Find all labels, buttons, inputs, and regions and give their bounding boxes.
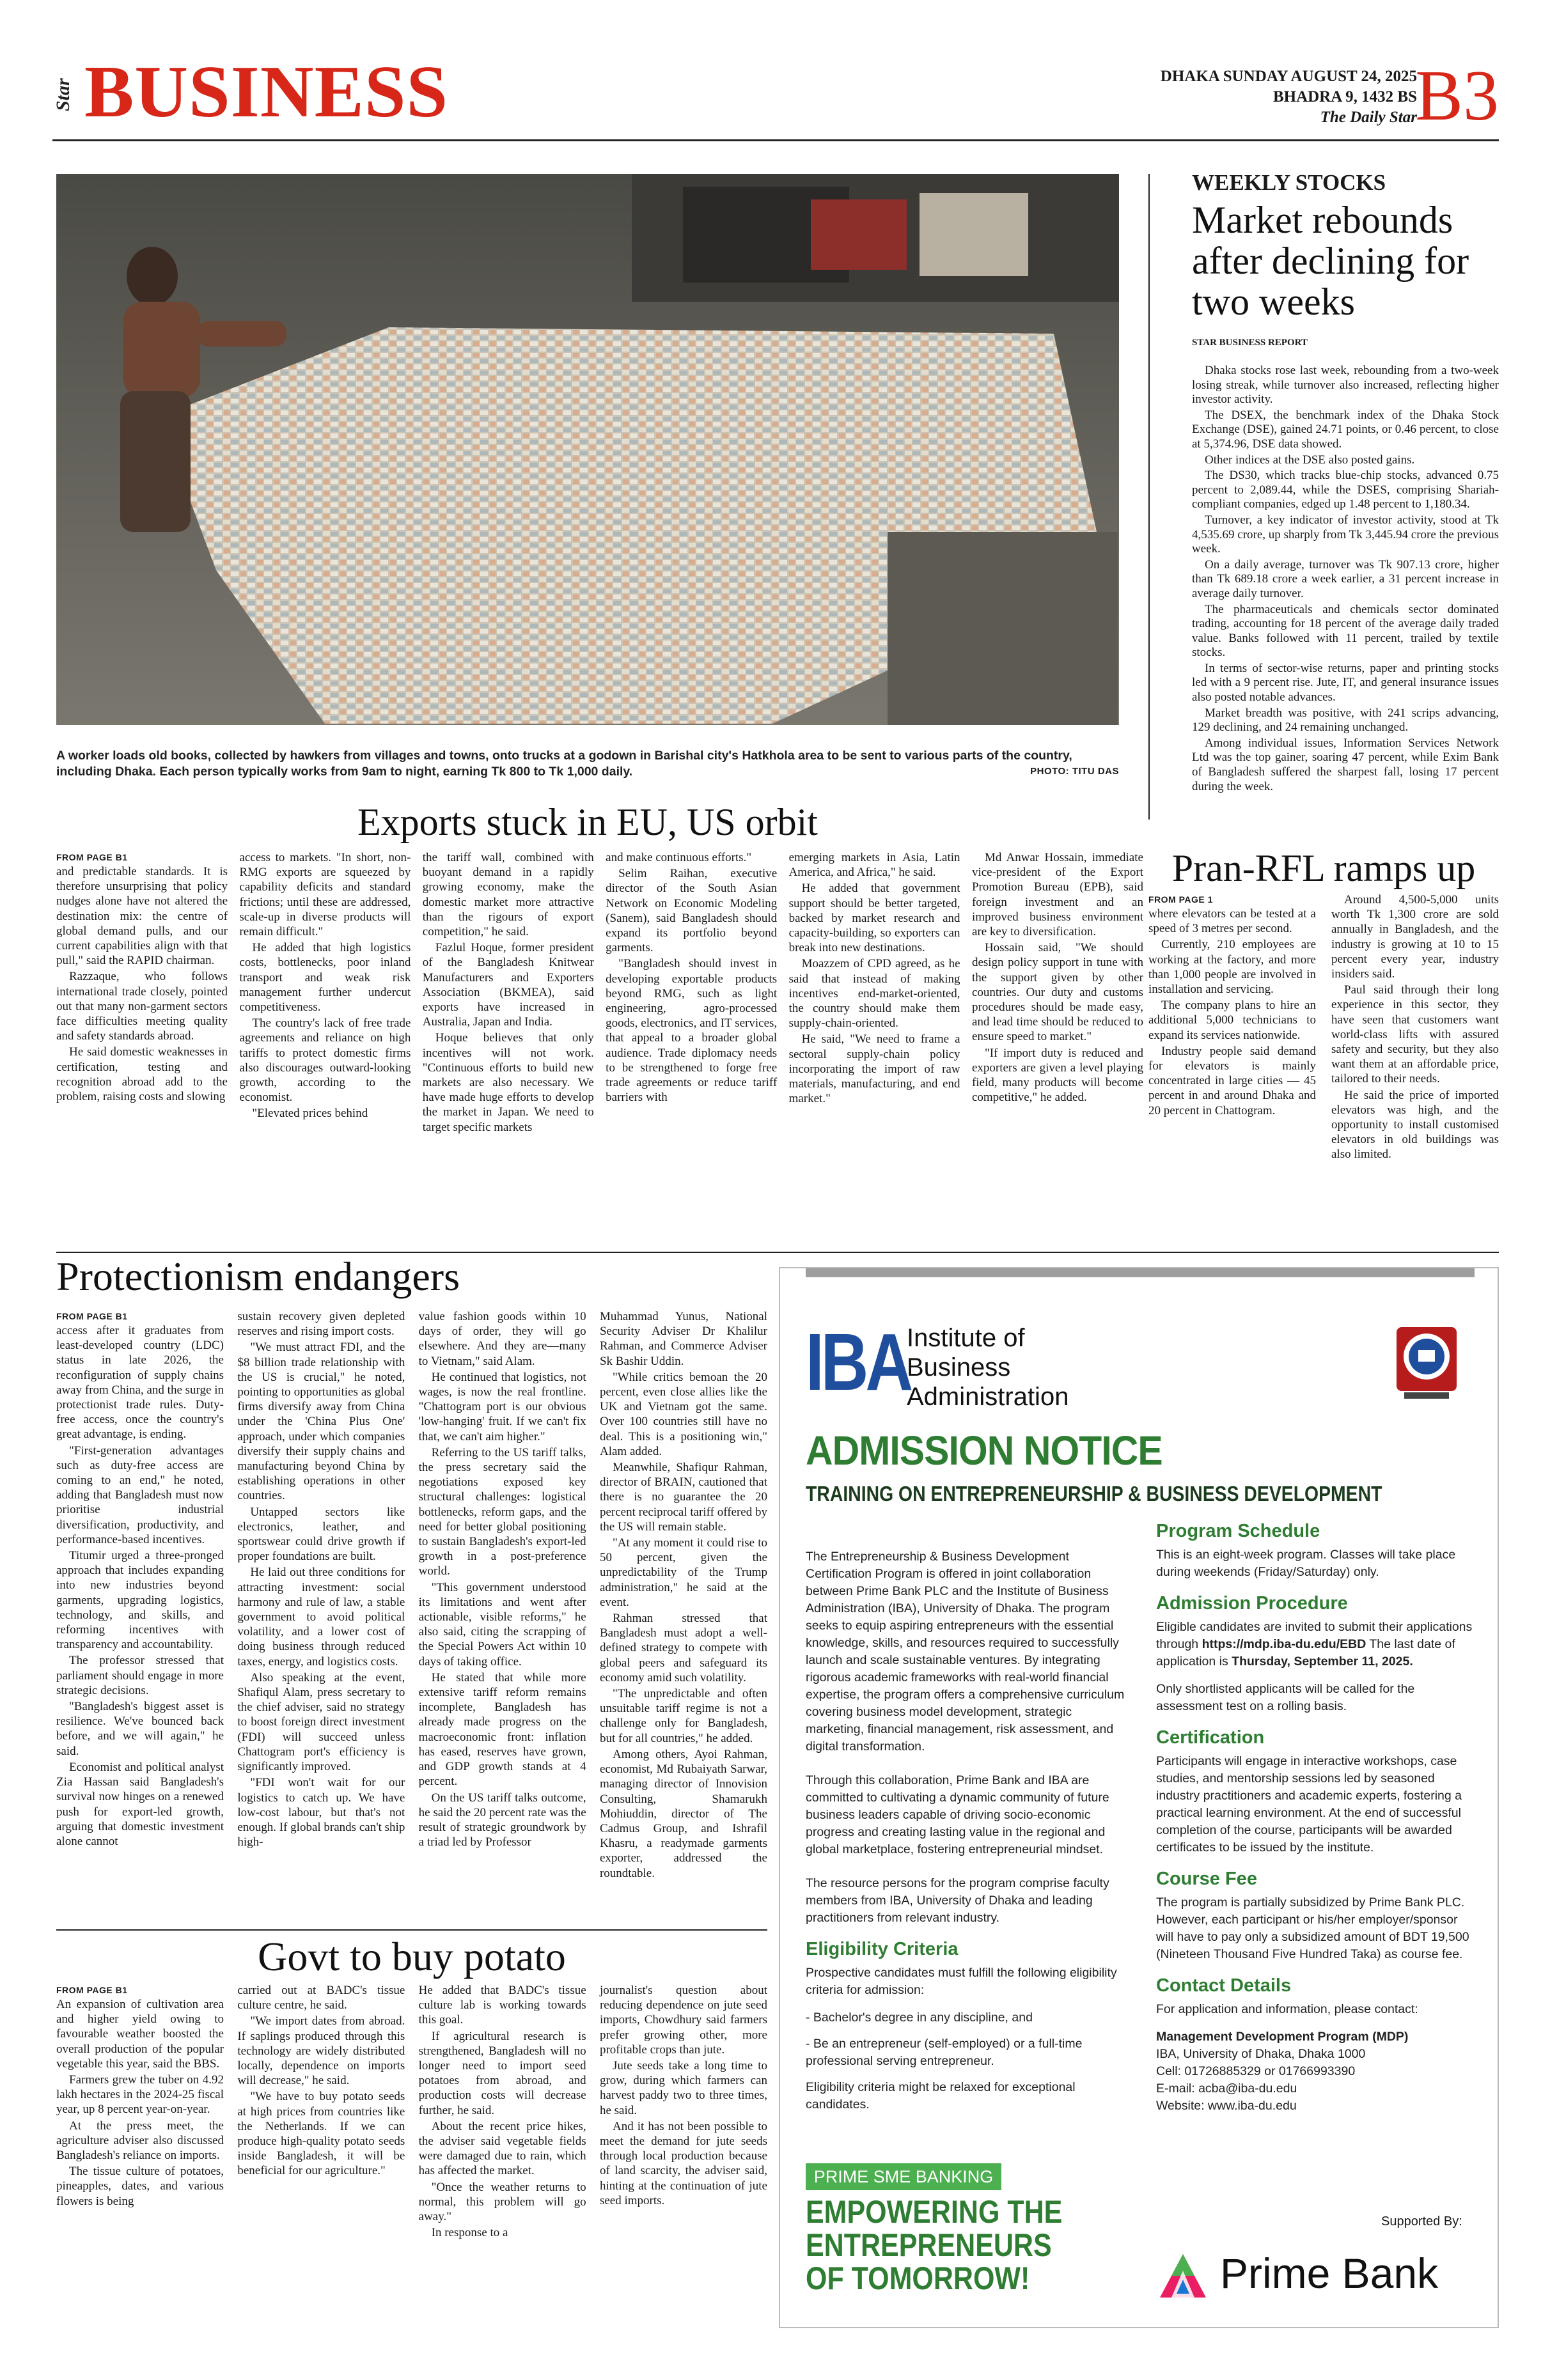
text: Md Anwar Hossain, immediate vice-president of the Export Promotion Bureau (EPB), said foreign investment and an improved business environment are key to diversification. [971, 851, 1143, 939]
dateline: DHAKA SUNDAY AUGUST 24, 2025 [1160, 68, 1417, 85]
text: emerging markets in Asia, Latin America, and Africa," he said. [788, 851, 960, 880]
ad-para: Eligibility criteria might be relaxed for exceptional candidates. [806, 2080, 1076, 2112]
text: "This government understood its limitations and went after actionable, visible reforms," he also said, citing the scrapping of the Special Powers Act within 10 days of taking office. [418, 1580, 586, 1668]
text: and make continuous efforts." [606, 851, 752, 864]
text: Hossain said, "We should design policy support in tune with the support given by other countries. Our duty and customs procedures should be made easy, and lead time should be reduced to ensure speed to market." [971, 941, 1143, 1044]
text: "We import dates from abroad. If saplings produced through this technology are widely distributed locally, dependence on imports will decrease," he said. [237, 2014, 405, 2088]
from-page: FROM PAGE B1 [56, 1311, 128, 1321]
iba-name-line: Institute of [907, 1324, 1025, 1352]
prime-bank-name: Prime Bank [1220, 2250, 1439, 2297]
exports-col [423, 850, 594, 1136]
iba-logo [806, 1314, 911, 1410]
ad-para: Through this collaboration, Prime Bank and IBA are committed to cultivating a dynamic community of future business leaders capable of driving socio-economic progress and creating lasting value in the regional and global marketplace, fostering entrepreneurial mindset. [806, 1773, 1109, 1856]
weekly-headline: Market rebounds after declining for two weeks [1192, 199, 1469, 323]
du-seal-icon [1391, 1325, 1462, 1401]
text: An expansion of cultivation area and higher yield owing to favourable weather boosted the overall production of the popular vegetable this year, said the BBS. [56, 1998, 224, 2071]
weekly-body [1192, 364, 1499, 794]
weekly-para: The DSEX, the benchmark index of the Dhaka Stock Exchange (DSE), gained 24.71 points, or 0.46 percent, to close at 5,374.96, DSE data showed. [1192, 408, 1499, 451]
iba-advert [779, 1267, 1499, 2328]
ad-para: Participants will engage in interactive workshops, case studies, and mentorship sessions led by seasoned industry practitioners and academic experts, fostering a practical learning environment. At the end of successful completion of the course, participants will be awarded certificates to be issued by the institute. [1156, 1754, 1462, 1855]
text: He said the price of imported elevators was high, and the opportunity to install customised elevators in old buildings was also limited. [1331, 1088, 1499, 1162]
text: Moazzem of CPD agreed, as he said that instead of making incentives end-market-oriented, the country should make them supply-chain-oriented. [788, 957, 960, 1031]
sme-banking-tag: PRIME SME BANKING [806, 2163, 1001, 2190]
potato-headline: Govt to buy potato [258, 1934, 566, 1979]
exports-col [789, 850, 960, 1136]
from-page: FROM PAGE B1 [56, 1985, 128, 1995]
contact-heading: Contact Details [1156, 1975, 1292, 1996]
potato-col [237, 1983, 405, 2241]
iba-name-line: Business [907, 1353, 1011, 1381]
text: If agricultural research is strengthened, Bangladesh will no longer need to import seed potatoes from abroad, and production costs will decrease further, he said. [418, 2029, 586, 2117]
weekly-para: In terms of sector-wise returns, paper and printing stocks led with a 9 percent rise. Jute, IT, and general insurance issues also posted notable advances. [1192, 661, 1499, 704]
pran-col [1331, 892, 1499, 1163]
text: Eligible candidates are invited to submit their applications through [1156, 1620, 1473, 1651]
text: The professor stressed that parliament should engage in more strategic decisions. [56, 1654, 224, 1697]
text: Selim Raihan, executive director of the South Asian Network on Economic Modeling (Sanem), said Bangladesh should expand its portfolio beyond garments. [606, 867, 778, 955]
text: value fashion goods within 10 days of order, they will go elsewhere. And they are—many to Vietnam," said Alam. [418, 1310, 586, 1368]
ad-right-column [1156, 1523, 1476, 2115]
potato-col [600, 1983, 767, 2241]
ad-para [1156, 1619, 1476, 1670]
eligibility-heading: Eligibility Criteria [806, 1939, 959, 1959]
weekly-para: On a daily average, turnover was Tk 907.13 crore, higher than Tk 689.18 crore a week earlier, a 31 percent increase in average daily turnover. [1192, 557, 1499, 600]
exports-body [56, 850, 1143, 1136]
potato-rule [56, 1929, 767, 1931]
ad-top-bar [806, 1268, 1475, 1277]
admission-subtitle: TRAINING ON ENTREPRENEURSHIP & BUSINESS DEVELOPMENT [806, 1482, 1382, 1505]
text: At the press meet, the agriculture adviser also discussed Bangladesh's reliance on imports. [56, 2119, 224, 2163]
pran-col [1148, 892, 1316, 1163]
text: He said domestic weaknesses in certification, testing and recognition abroad add to the problem, raising costs and slowing [56, 1045, 228, 1104]
text: Paul said through their long experience in this sector, they have seen that customers want world-class lifts with assured safety and security, but they also want them at an affordable price, tailored to their needs. [1331, 983, 1499, 1086]
contact-org: Management Development Program (MDP) [1156, 2030, 1409, 2044]
weekly-stocks [1192, 167, 1499, 795]
text: Among others, Ayoi Rahman, economist, Md Rubaiyath Sarwar, managing director of Innovision Consulting, Shamarukh Mohiuddin, director of The Cadmus Group, and Ishrafil Khasru, a readymade garments exporter, addressed the roundtable. [599, 1747, 767, 1880]
text: The company plans to hire an additional 5,000 technicians to expand its services nationwide. [1148, 999, 1316, 1042]
section-title: BUSINESS [84, 51, 448, 133]
text: "While critics bemoan the 20 percent, even close allies like the UK and Vietnam got the same. Over 100 countries still have no deal. This is a positioning win," Alam added. [599, 1370, 767, 1458]
text: Muhammad Yunus, National Security Adviser Dr Khalilur Rahman, and Commerce Adviser Sk Bashir Uddin. [599, 1310, 767, 1368]
contact-line: IBA, University of Dhaka, Dhaka 1000 [1156, 2047, 1366, 2061]
protect-col [237, 1309, 405, 1882]
iba-logo-letters: IBA [806, 1317, 911, 1407]
weekly-para: The pharmaceuticals and chemicals sector dominated trading, accounting for 18 percent of the average daily traded value. Banks followed with 11 percent, trailed by textile stocks. [1192, 602, 1499, 660]
text: "We must attract FDI, and the $8 billion trade relationship with the US is crucial," he noted, pointing to opportunities as global firms diversify away from China under the 'China Plus One' approach, under which companies diversify their supply chains and manufacturing beyond China by establishing operations in other countries. [237, 1341, 405, 1503]
text: Titumir urged a three-pronged approach that includes expanding into new industries beyond garments, upgrading logistics, technology, and skills, and reforming incentives with transparency and accountability. [56, 1549, 224, 1652]
schedule-heading: Program Schedule [1156, 1521, 1320, 1541]
text: access to markets. "In short, non-RMG exports are squeezed by capability deficits and standard frictions; until these are addressed, scale-up in diverse products will remain difficult." [239, 851, 411, 939]
weekly-para: Other indices at the DSE also posted gains. [1205, 453, 1415, 467]
text: "FDI won't wait for our logistics to catch up. We have low-cost labour, but that's not enough. If global brands can't ship high- [237, 1776, 405, 1849]
text: He added that high logistics costs, bottlenecks, poor inland transport and weak risk management further undercut competitiveness. [239, 941, 411, 1015]
certification-heading: Certification [1156, 1727, 1265, 1748]
star-logo: Star [52, 78, 74, 111]
text: And it has not been possible to meet the demand for jute seeds through local production because of land scarcity, the adviser said, hinting at the continuation of jute seed imports. [599, 2119, 767, 2207]
slogan-line: EMPOWERING THE [806, 2194, 1063, 2230]
photo-illustration [56, 174, 1119, 725]
potato-col [56, 1983, 224, 2241]
protect-headline: Protectionism endangers [56, 1254, 460, 1299]
weekly-para: Dhaka stocks rose last week, rebounding from a two-week losing streak, while turnover also increased, reflecting higher investor activity. [1192, 364, 1499, 407]
pran-headline: Pran-RFL ramps up [1171, 847, 1476, 889]
text: sustain recovery given depleted reserves and rising import costs. [237, 1310, 405, 1339]
text: About the recent price hikes, the adviser said vegetable fields were damaged due to rain, which has affected the market. [418, 2119, 586, 2178]
text: Farmers grew the tuber on 4.92 lakh hectares in the 2024-25 fiscal year, up 8 percent year-on-year. [56, 2073, 224, 2117]
ad-list-item: - Bachelor's degree in any discipline, and [806, 2011, 1033, 2025]
text: On the US tariff talks outcome, he said the 20 percent rate was the result of strategic groundwork by a triad led by Professor [418, 1791, 586, 1849]
text: the tariff wall, combined with buoyant demand in a rapidly growing economy, make the domestic market more attractive than the rigours of export competition," he said. [422, 851, 594, 939]
from-page: FROM PAGE B1 [56, 852, 128, 862]
photo-credit: PHOTO: TITU DAS [1030, 766, 1119, 777]
exports-col [972, 850, 1143, 1136]
text: The last date of application is [1156, 1637, 1455, 1668]
procedure-heading: Admission Procedure [1156, 1593, 1348, 1614]
text: journalist's question about reducing dependence on jute seed imports, Chowdhury said farmers prefer growing other, more profitable crops than jute. [599, 1984, 767, 2057]
page-number: B3 [1415, 56, 1499, 136]
text: "The unpredictable and often unsuitable tariff regime is not a challenge only for Bangladesh, but for all countries," he added. [599, 1687, 767, 1745]
paper-name: The Daily Star [1320, 109, 1417, 126]
text: "If import duty is reduced and exporters are given a level playing field, many products will become competitive," he added. [971, 1046, 1143, 1105]
ad-para: The program is partially subsidized by Prime Bank PLC. However, each participant or his/her employer/sponsor will have to pay only a subsidized amount of BDT 19,500 (Nineteen Thousand Five Hundred Taka) as course fee. [1156, 1895, 1469, 1961]
ad-para: The Entrepreneurship & Business Development Certification Program is offered in joint collaboration between Prime Bank PLC and the Institute of Business Administration (IBA), University of Dhaka. The program seeks to equip aspiring entrepreneurs with the essential knowledge, skills, and resources required to successfully launch and scale sustainable ventures. By integrating rigorous academic frameworks with real-world financial expertise, the program offers a comprehensive curriculum covering business model development, strategic marketing, financial management, risk assessment, and digital transformation. [806, 1550, 1125, 1754]
ad-left-column [806, 1548, 1125, 2113]
admission-title: ADMISSION NOTICE [806, 1427, 1162, 1474]
iba-name [907, 1323, 1069, 1412]
protect-col [56, 1309, 224, 1882]
text: "We have to buy potato seeds at high prices from countries like the Netherlands. If we can produce high-quality potato seeds inside Bangladesh, it will be beneficial for our agriculture." [237, 2090, 405, 2178]
text: Untapped sectors like electronics, leather, and sportswear could drive growth if proper foundations are built. [237, 1505, 405, 1564]
weekly-rule-vertical [1148, 174, 1150, 820]
weekly-kicker: WEEKLY STOCKS [1192, 170, 1386, 195]
photo-caption: A worker loads old books, collected by hawkers from villages and towns, onto trucks at a godown in Barishal city's Hatkhola area to be sent to various parts of the country, including Dhaka. Each person typically works from 9am to night, earning Tk 800 to Tk 1,000 daily. [56, 749, 1072, 779]
application-link[interactable]: https://mdp.iba-du.edu/EBD [1202, 1637, 1366, 1651]
lead-photo [56, 174, 1119, 725]
fee-heading: Course Fee [1156, 1869, 1257, 1889]
supported-by: Supported By: [1381, 2214, 1462, 2228]
weekly-byline: STAR BUSINESS REPORT [1192, 338, 1308, 348]
text: He added that BADC's tissue culture lab is working towards this goal. [418, 1984, 586, 2027]
text: Also speaking at the event, Shafiqul Alam, press secretary to the chief adviser, said no strategy to boost foreign direct investment (FDI) will succeed unless Chattogram port's efficiency is significantly improved. [237, 1670, 405, 1774]
text: In response to a [431, 2226, 508, 2240]
text: "Bangladesh's biggest asset is resilience. We've bounced back before, and we will again," he said. [56, 1700, 224, 1758]
from-page: FROM PAGE 1 [1148, 894, 1213, 905]
contact-line[interactable]: E-mail: acba@iba-du.edu [1156, 2081, 1297, 2096]
text: He said, "We need to frame a sectoral supply-chain policy incorporating the import of raw materials, manufacturing, and end market." [788, 1032, 960, 1106]
text: "Once the weather returns to normal, this problem will go away." [418, 2180, 586, 2224]
text: Hoque believes that only incentives will not work. "Continuous efforts to build new markets are also necessary. We have made huge efforts to develop the market in Japan. We need to target specific markets [422, 1031, 594, 1134]
text: "Bangladesh should invest in developing exportable products beyond RMG, such as light engineering, agro-processed goods, electronics, and IT services, that appeal to a broader global audience. Trade diplomacy needs to be strengthened to forge free trade agreements or reduce tariff barriers with [606, 957, 778, 1105]
text: "At any moment it could rise to 50 percent, given the unpredictability of the Trump administration," he said at the event. [599, 1536, 767, 1609]
text: He laid out three conditions for attracting investment: social harmony and rule of law, a stable government to avoid political volatility, and a lower cost of doing business through reduced taxes, energy, and logistics costs. [237, 1566, 405, 1668]
text: Economist and political analyst Zia Hassan said Bangladesh's survival now hinges on a renewed push for export-led growth, arguing that domestic investment alone cannot [56, 1760, 224, 1848]
text: Razzaque, who follows international trade closely, pointed out that many non-garment sectors face difficulties meeting quality and safety standards abroad. [56, 970, 228, 1043]
exports-headline: Exports stuck in EU, US orbit [357, 801, 818, 843]
protect-body [56, 1309, 767, 1882]
exports-col [56, 850, 228, 1136]
potato-col [419, 1983, 586, 2241]
text: He continued that logistics, not wages, is now the real frontline. "Chattogram port is our obvious 'low-hanging' fruit. If we can't fix that, we can't aim higher." [418, 1370, 586, 1443]
text: where elevators can be tested at a speed of 3 metres per second. [1148, 907, 1316, 936]
ad-para: Prospective candidates must fulfill the following eligibility criteria for admission: [806, 1966, 1117, 1997]
weekly-para: Market breadth was positive, with 241 scrips advancing, 129 declining, and 24 remaining unchanged. [1192, 706, 1499, 735]
contact-line[interactable]: Website: www.iba-du.edu [1156, 2099, 1297, 2113]
text: He stated that while more extensive tariff reform remains incomplete, Bangladesh has already made progress on the macroeconomic front: inflation has eased, reserves have grown, and GDP growth stands at 4 percent. [418, 1670, 586, 1789]
contact-line[interactable]: Cell: 01726885329 or 01766993390 [1156, 2064, 1356, 2078]
weekly-para: Turnover, a key indicator of investor activity, stood at Tk 4,535.69 crore, up sharply from Tk 3,445.94 crore the previous week. [1192, 513, 1499, 556]
text: Jute seeds take a long time to grow, during which farmers can harvest paddy two to three times, he said. [599, 2059, 767, 2117]
deadline: Thursday, September 11, 2025. [1232, 1654, 1413, 1668]
text: The country's lack of free trade agreements and reliance on high tariffs to protect domestic firms also discourages outward-looking growth, according to the economist. [239, 1016, 411, 1105]
slogan [806, 2195, 1062, 2295]
text: Referring to the US tariff talks, the press secretary said the negotiations exposed key structural challenges: logistical bottlenecks, reform gaps, and the need for better global positioning to sustain Bangladesh's export-led growth in a post-preference world. [418, 1445, 586, 1578]
text: Around 4,500-5,000 units worth Tk 1,300 crore are sold annually in Bangladesh, and the industry is growing at 10 to 15 percent every year, industry insiders said. [1331, 893, 1499, 981]
potato-body [56, 1983, 767, 2241]
text: Industry people said demand for elevators is mainly concentrated in large cities — 45 percent in and around Dhaka and 20 percent in Chattogram. [1148, 1044, 1316, 1117]
bangla-date: BHADRA 9, 1432 BS [1272, 88, 1417, 105]
pran-body [1148, 892, 1499, 1163]
exports-col [606, 850, 777, 1136]
ad-para: This is an eight-week program. Classes will take place during weekends (Friday/Saturday) only. [1156, 1548, 1456, 1579]
slogan-line: ENTREPRENEURS [806, 2227, 1052, 2263]
text: Currently, 210 employees are working at the factory, and more than 1,000 people are involved in installation and servicing. [1148, 938, 1316, 997]
weekly-para: The DS30, which tracks blue-chip stocks, advanced 0.75 percent to 2,089.44, while the DSES, comprising Shariah-compliant companies, edged up 1.48 percent to 1,180.34. [1192, 469, 1499, 511]
text: The tissue culture of potatoes, pineapples, dates, and various flowers is being [56, 2165, 224, 2208]
masthead [52, 52, 1499, 136]
exports-col [239, 850, 411, 1136]
masthead-rule [52, 139, 1499, 141]
text: carried out at BADC's tissue culture centre, he said. [237, 1984, 405, 2012]
protect-col [600, 1309, 767, 1882]
ad-list-item: - Be an entrepreneur (self-employed) or a full-time professional serving entrepreneur. [806, 2037, 1083, 2068]
text: He added that government support should be better targeted, backed by market research and capacity-building, so exporters can break into new destinations. [788, 882, 960, 955]
weekly-para: Among individual issues, Information Services Network Ltd was the top gainer, soaring 47 percent, while Exim Bank of Bangladesh suffered the sharpest fall, losing 17 percent during the week. [1192, 736, 1499, 793]
text: Rahman stressed that Bangladesh must adopt a well-defined strategy to compete with global peers and safeguard its economy amid such volatility. [599, 1612, 767, 1684]
ad-para: For application and information, please contact: [1156, 2002, 1418, 2016]
text: access after it graduates from least-developed country (LDC) status in late 2026, the reconfiguration of supply chains away from China, and the surge in protectionist trade rules. Duty-free access, once the country's great advantage, is ending. [56, 1324, 224, 1442]
text: and predictable standards. It is therefore unsurprising that policy nudges alone have not altered the destination mix: the centre of global demand pulls, and our current capabilities align with that pull," said the RAPID chairman. [56, 865, 228, 968]
protect-col [419, 1309, 586, 1882]
text: "Elevated prices behind [252, 1107, 368, 1121]
ad-para: Only shortlisted applicants will be called for the assessment test on a rolling basis. [1156, 1682, 1415, 1713]
text: "First-generation advantages such as duty-free access are coming to an end," he noted, adding that Bangladesh must now prioritise industrial diversification, productivity, and performance-based incentives. [56, 1443, 224, 1546]
slogan-line: OF TOMORROW! [806, 2260, 1030, 2296]
ad-para: The resource persons for the program comprise faculty members from IBA, University of Dhaka and leading practitioners from relevant industry. [806, 1876, 1109, 1925]
prime-bank-logo-icon [1157, 2252, 1209, 2303]
iba-name-line: Administration [907, 1383, 1069, 1411]
text: Fazlul Hoque, former president of the Bangladesh Knitwear Manufacturers and Exporters Association (BKMEA), said exports have increased in Australia, Japan and India. [422, 941, 594, 1029]
text: Meanwhile, Shafiqur Rahman, director of BRAIN, cautioned that there is no guarantee the 20 percent reciprocal tariff offered by the US will remain stable. [599, 1461, 767, 1534]
